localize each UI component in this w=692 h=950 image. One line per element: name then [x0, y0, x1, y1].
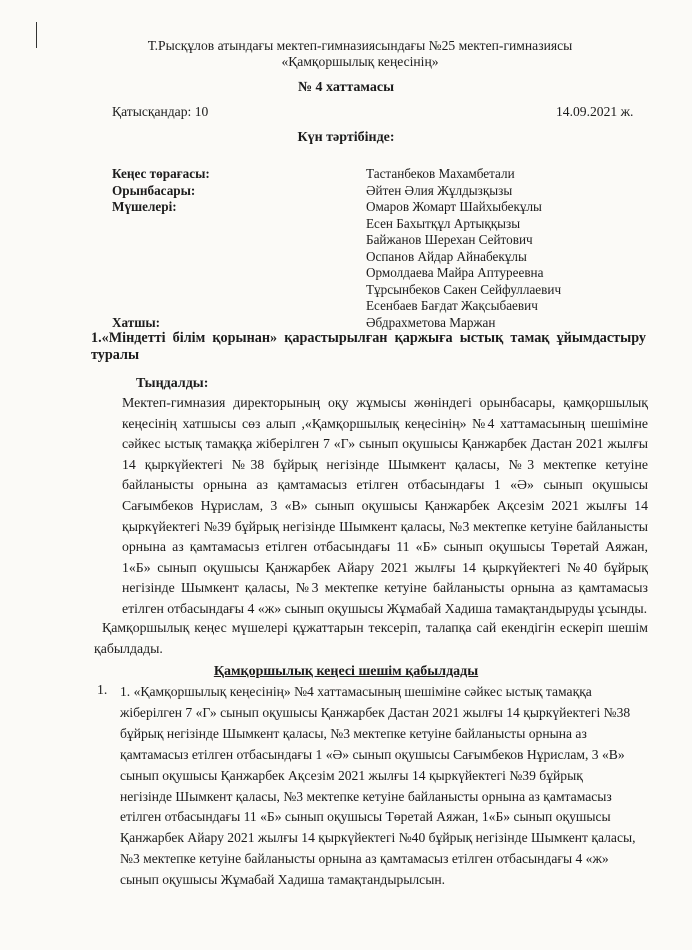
member-name: Әйтен Әлия Жұлдызқызы: [366, 182, 513, 198]
agenda-title: Күн тәртібінде:: [297, 130, 395, 145]
header-line-1: Т.Рысқұлов атындағы мектеп-гимназиясындағы №25 мектеп-гимназиясы: [147, 38, 573, 53]
member-name: Омаров Жомарт Шайхыбекұлы: [366, 199, 542, 214]
attendance-count: Қатысқандар: 10: [112, 104, 209, 119]
member-name: Оспанов Айдар Айнабекұлы: [366, 248, 527, 264]
role-chair: Кеңес төрағасы:: [112, 166, 210, 181]
member-name: Тастанбеков Махамбетали: [366, 166, 515, 181]
header-line-2: «Қамқоршылық кеңесінің»: [281, 54, 439, 69]
member-name: Есенбаев Бағдат Жақсыбаевич: [366, 298, 538, 313]
member-list: [366, 166, 561, 331]
meeting-date: 14.09.2021 ж.: [556, 104, 634, 119]
role-secretary: Хатшы:: [112, 315, 161, 330]
heard-label: Тыңдалды:: [136, 376, 209, 391]
role-members: Мүшелері:: [112, 199, 177, 214]
margin-mark: [36, 22, 41, 48]
school-header: [60, 38, 660, 70]
decision-paragraph: 1. «Қамқоршылық кеңесінің» №4 хаттамасының шешіміне сәйкес ыстық тамаққа жіберілген 7 «Г» сынып оқушысы Қанжарбек Дастан 2021 жылғы 14 қыркүйектегі №38 бұйрық негізінде Шымкент қаласы, №3 мектепке кетуіне байланысты орнына аз қамтамасыз етілген отбасындағы 1 «Ә» сынып оқушысы Сағымбеков Нұрислам, 3 «В» сынып оқушысы Қанжарбек Ақсезім 2021 жылғы 14 қыркүйектегі №39 бұйрық негізінде Шымкент қаласы, №3 мектепке кетуіне байланысты орнына аз қамтамасыз етілген отбасындағы 11 «Б» сынып оқушысы Төретай Аяжан, 1«Б» сынып оқушысы Қанжарбек Айару 2021 жылғы 14 қыркүйектегі №40 бұйрық негізінде Шымкент қаласы, №3 мектепке кетуіне байланысты орнына аз қамтамасыз етілген отбасындағы 4 «ж» сынып оқушысы Жұмабай Хадиша тамақтандырылсын.: [120, 684, 636, 888]
member-name: Ормолдаева Майра Аптуреевна: [366, 265, 544, 280]
member-name: Әбдрахметова Маржан: [366, 314, 496, 330]
agenda-item: 1.«Міндетті білім қорынан» қарастырылған қаржыға ыстық тамақ ұйымдастыру туралы: [91, 330, 646, 363]
review-paragraph: Қамқоршылық кеңес мүшелері құжаттарын тексеріп, талапқа сай екендігін ескеріп шешім қабылдады.: [94, 620, 648, 656]
member-name: Тұрсынбеков Сакен Сейфуллаевич: [366, 281, 562, 297]
member-name: Байжанов Шерехан Сейтович: [366, 232, 533, 247]
decision-title: Қамқоршылық кеңесі шешім қабылдады: [213, 664, 479, 679]
heard-paragraph: Мектеп-гимназия директорының оқу жұмысы жөніндегі орынбасары, қамқоршылық кеңесінің хатшысы сөз алып ,«Қамқоршылық кеңесінің» №4 хаттамасының шешіміне сәйкес ыстық тамаққа жіберілген 7 «Г» сынып оқушысы Қанжарбек Дастан 2021 жылғы 14 қыркүйектегі №38 бұйрық негізінде Шымкент қаласы, №3 мектепке кетуіне байланысты орнына аз қамтамасыз етілген отбасындағы 1 «Ә» сынып оқушысы Сағымбеков Нұрислам, 3 «В» сынып оқушысы Қанжарбек Ақсезім 2021 жылғы 14 қыркүйектегі №39 бұйрық негізінде Шымкент қаласы, №3 мектепке кетуіне байланысты орнына аз қамтамасыз етілген отбасындағы 11 «Б» сынып оқушысы Төретай Аяжан, 1«Б» сынып оқушысы Қанжарбек Айару 2021 жылғы 14 қыркүйектегі №40 бұйрық негізінде Шымкент қаласы, №3 мектепке кетуіне байланысты орнына аз қамтамасыз етілген отбасындағы 4 «ж» сынып оқушысы Жұмабай Хадиша тамақтандыруды ұсынды.: [122, 395, 648, 616]
member-name: Есен Бахытқұл Артыққызы: [366, 215, 521, 231]
decision-number: 1.: [97, 682, 108, 697]
role-deputy: Орынбасары:: [112, 182, 196, 198]
protocol-title: № 4 хаттамасы: [297, 80, 395, 95]
